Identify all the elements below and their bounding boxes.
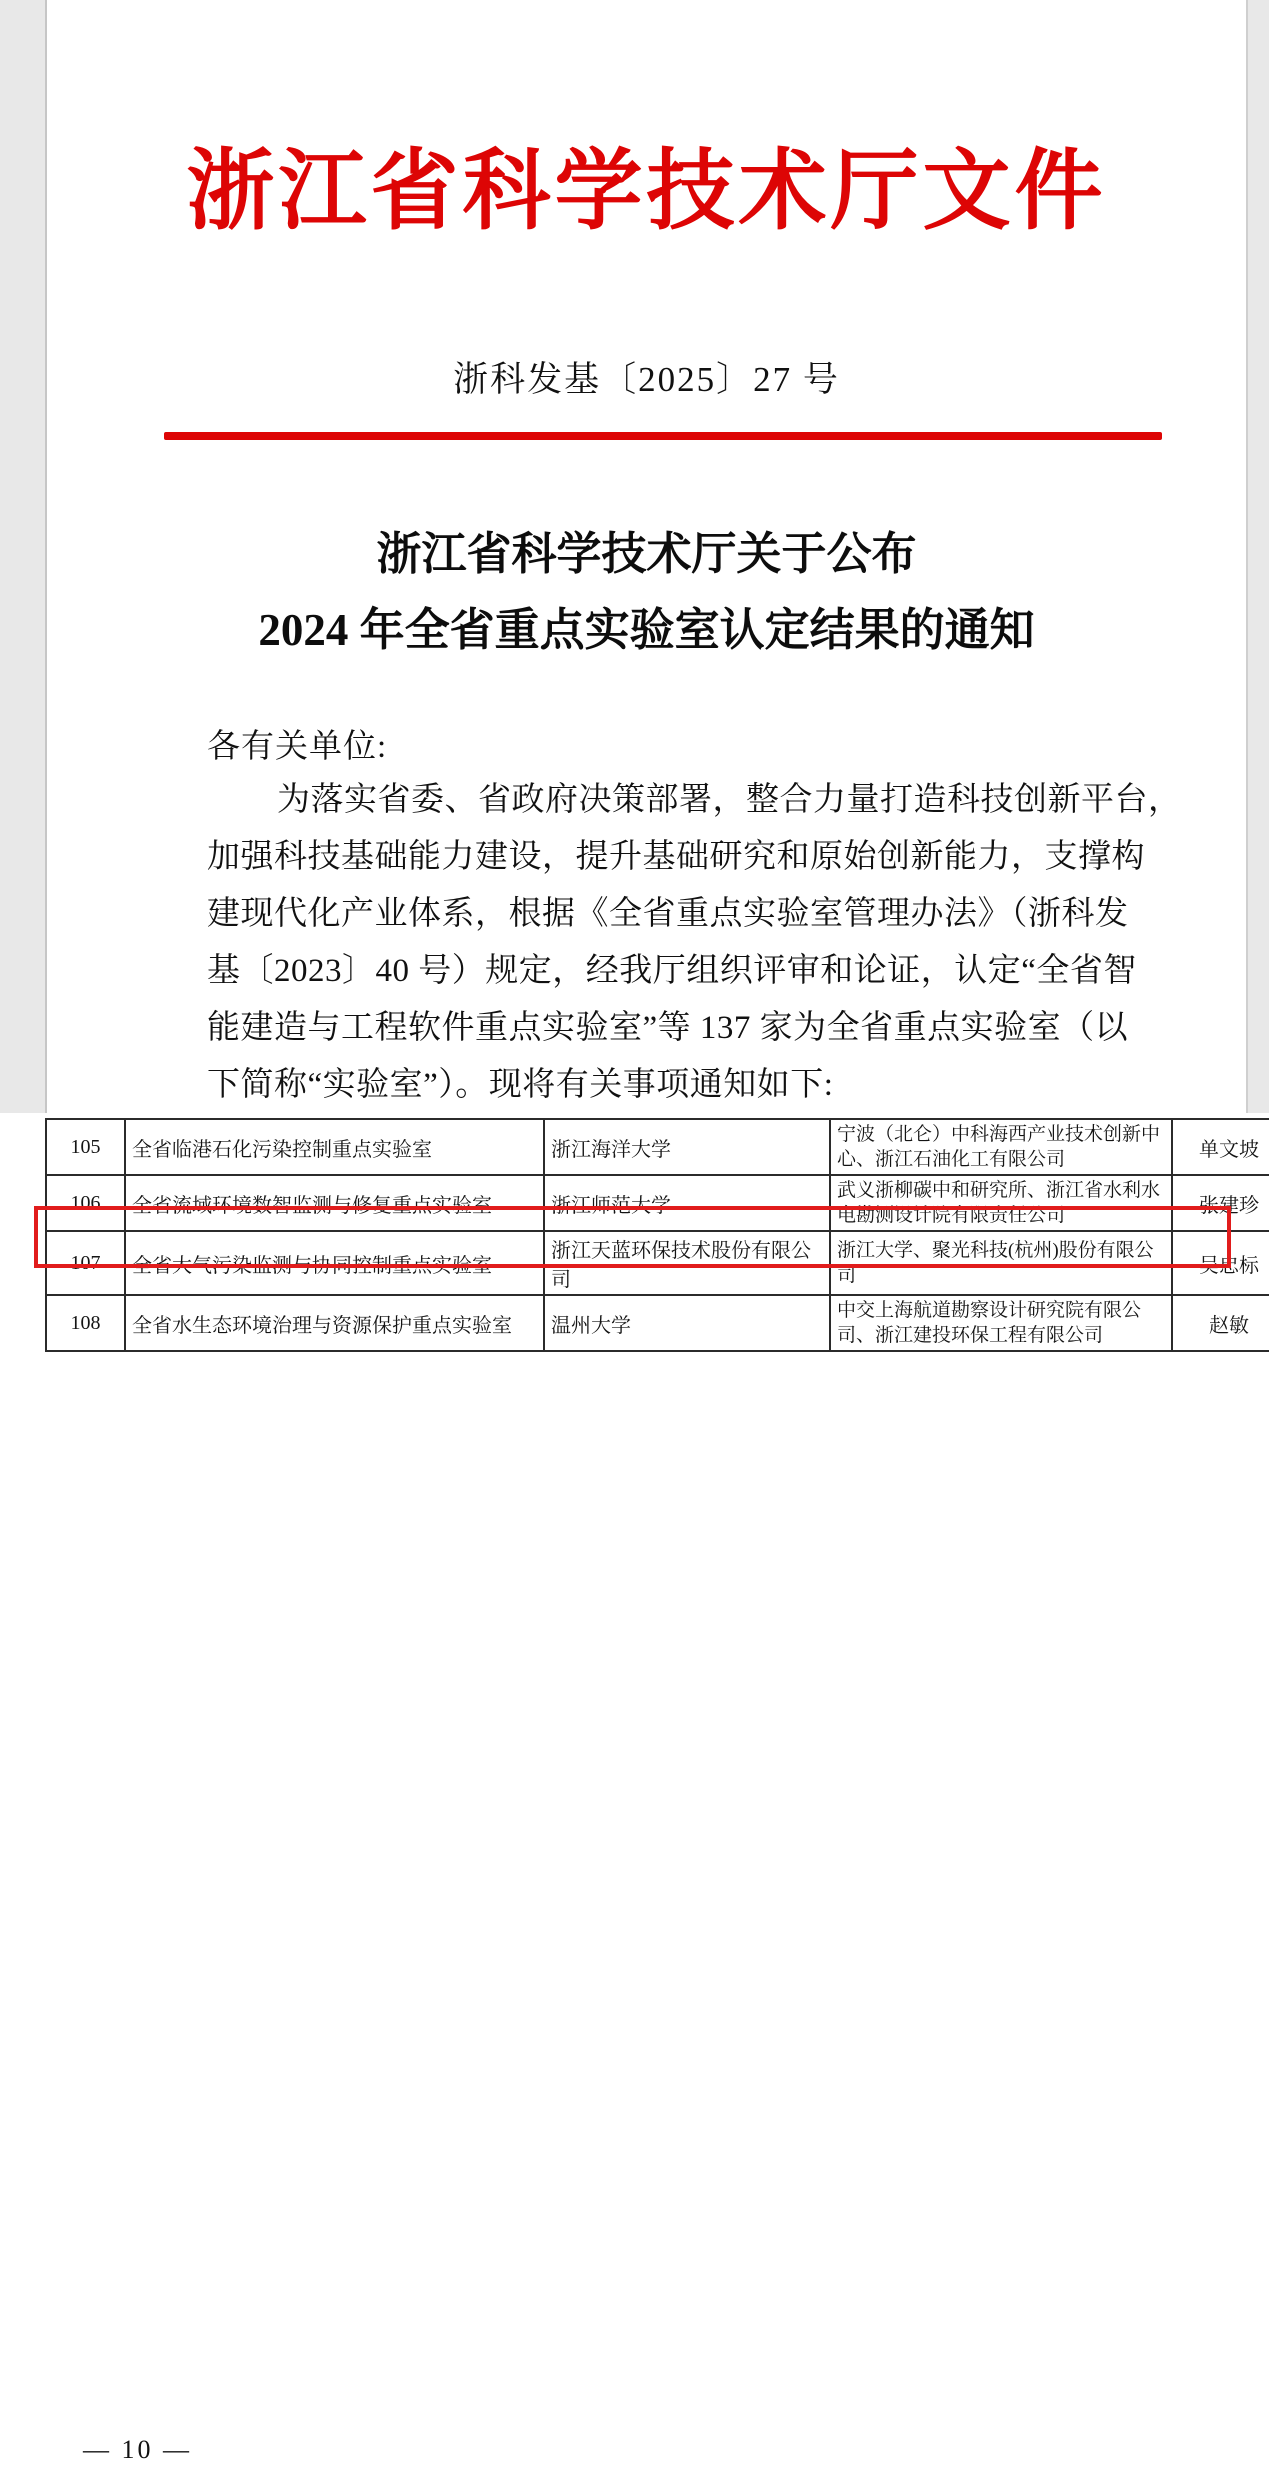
notice-title-line1: 浙江省科学技术厅关于公布 <box>376 529 917 579</box>
partner-units-cell: 宁波（北仑）中科海西产业技术创新中心、浙江石油化工有限公司 <box>830 1119 1172 1175</box>
director-cell: 赵敏 <box>1172 1295 1269 1351</box>
lab-name-cell: 全省临港石化污染控制重点实验室 <box>125 1119 544 1175</box>
table-row-highlighted <box>46 1231 1269 1295</box>
page-number: — 10 — <box>83 2435 192 2464</box>
agency-banner-title: 浙江省科学技术厅文件 <box>186 144 1107 241</box>
table-page-band <box>0 1113 1269 2464</box>
lab-name-cell: 全省大气污染监测与协同控制重点实验室 <box>125 1231 544 1295</box>
notice-body-line: 建现代化产业体系，根据《全省重点实验室管理办法》（浙科发 <box>207 896 1129 932</box>
laboratory-table <box>45 1118 1269 1352</box>
salutation: 各有关单位: <box>207 729 388 765</box>
row-number-cell: 108 <box>46 1295 125 1351</box>
notice-title-line2: 2024 年全省重点实验室认定结果的通知 <box>258 605 1035 655</box>
page-background-band <box>0 0 1269 1113</box>
document-page <box>45 0 1248 1113</box>
notice-body-line: 为落实省委、省政府决策部署，整合力量打造科技创新平台， <box>277 782 1182 818</box>
notice-body-line: 加强科技基础能力建设，提升基础研究和原始创新能力，支撑构 <box>207 839 1145 875</box>
table-row <box>46 1295 1269 1351</box>
notice-body-line: 下简称“实验室”）。现将有关事项通知如下: <box>207 1067 834 1103</box>
document-number: 浙科发基〔2025〕27 号 <box>453 360 840 399</box>
partner-units-cell: 浙江大学、聚光科技(杭州)股份有限公司 <box>830 1231 1172 1295</box>
director-cell: 张建珍 <box>1172 1175 1269 1231</box>
host-unit-cell: 温州大学 <box>544 1295 830 1351</box>
row-number-cell: 107 <box>46 1231 125 1295</box>
lab-name-cell: 全省水生态环境治理与资源保护重点实验室 <box>125 1295 544 1351</box>
notice-body-line: 能建造与工程软件重点实验室”等 137 家为全省重点实验室（以 <box>207 1010 1129 1046</box>
notice-body-line: 基〔2023〕40 号）规定，经我厅组织评审和论证，认定“全省智 <box>207 953 1137 989</box>
red-divider-rule <box>164 432 1162 440</box>
lab-name-cell: 全省流域环境数智监测与修复重点实验室 <box>125 1175 544 1231</box>
host-unit-cell: 浙江师范大学 <box>544 1175 830 1231</box>
host-unit-cell: 浙江天蓝环保技术股份有限公司 <box>544 1231 830 1295</box>
partner-units-cell: 中交上海航道勘察设计研究院有限公司、浙江建投环保工程有限公司 <box>830 1295 1172 1351</box>
host-unit-cell: 浙江海洋大学 <box>544 1119 830 1175</box>
table-row <box>46 1119 1269 1175</box>
director-cell: 单文坡 <box>1172 1119 1269 1175</box>
director-cell: 吴忠标 <box>1172 1231 1269 1295</box>
notice-body <box>207 772 1182 1114</box>
row-number-cell: 105 <box>46 1119 125 1175</box>
notice-title <box>47 516 1246 668</box>
table-row <box>46 1175 1269 1231</box>
partner-units-cell: 武义浙柳碳中和研究所、浙江省水利水电勘测设计院有限责任公司 <box>830 1175 1172 1231</box>
row-number-cell: 106 <box>46 1175 125 1231</box>
